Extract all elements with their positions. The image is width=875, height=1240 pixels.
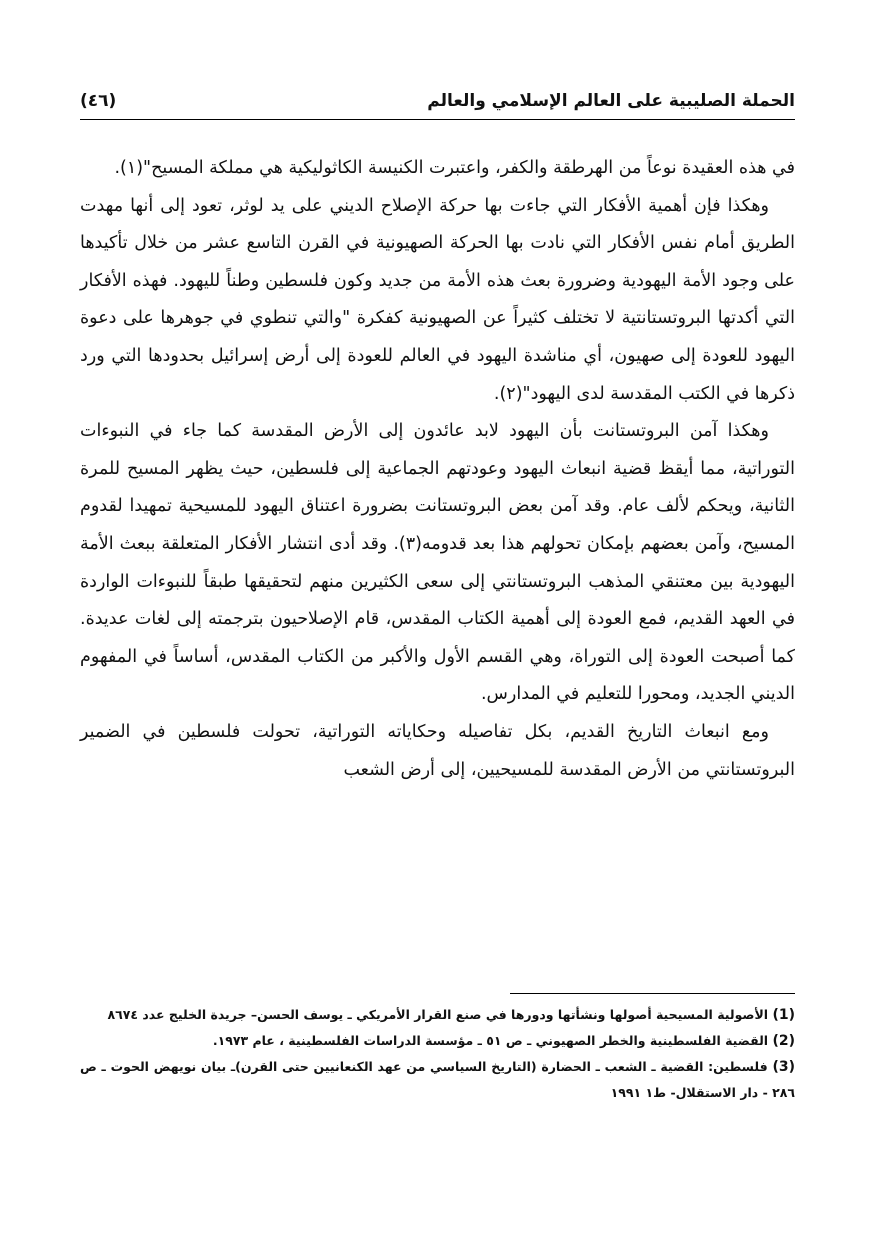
- page-number: (٤٦): [80, 91, 117, 111]
- book-title: الحملة الصليبية على العالم الإسلامي والعالم: [427, 91, 795, 111]
- footnote-divider: [510, 993, 795, 994]
- footnote-number: (3): [772, 1059, 795, 1075]
- paragraph: ومع انبعاث التاريخ القديم، بكل تفاصيله وحكاياته التوراتية، تحولت فلسطين في الضمير البروتستانتي من الأرض المقدسة للمسيحيين، إلى أرض الشعب: [80, 721, 795, 780]
- paragraph: وهكذا آمن البروتستانت بأن اليهود لابد عائدون إلى الأرض المقدسة كما جاء في النبوءات التوراتية، مما أيقظ قضية انبعاث اليهود وعودتهم الجماعية إلى فلسطين، حيث يظهر المسيح للمرة الثانية، ويحكم لألف عام. وقد آمن بعض البروتستانت بضرورة اعتناق اليهود للمسيحية تمهيدا لقدوم المسيح، وآمن بعضهم بإمكان تحولهم هذا بعد قدومه(٣). وقد أدى انتشار الأفكار المتعلقة ببعث الأمة اليهودية بين معتنقي المذهب البروتستانتي إلى سعى الكثيرين منهم لتحقيقها طبقاً للنبوءات الواردة في العهد القديم، فمع العودة إلى أهمية الكتاب المقدس، قام الإصلاحيون بترجمته إلى لغات عديدة. كما أصبحت العودة إلى التوراة، وهي القسم الأول والأكبر من الكتاب المقدس، أساساً في المفهوم الديني الجديد، ومحورا للتعليم في المدارس.: [80, 421, 795, 705]
- footnote-text: القضية الفلسطينية والخطر الصهيوني ـ ص ٥١ ـ مؤسسة الدراسات الفلسطينية ، عام ١٩٧٣.: [212, 1033, 769, 1048]
- footnote: [80, 1002, 795, 1028]
- footnote: [80, 1054, 795, 1106]
- footnote: [80, 1028, 795, 1054]
- footnote-number: (2): [772, 1033, 795, 1049]
- paragraph: وهكذا فإن أهمية الأفكار التي جاءت بها حركة الإصلاح الديني على يد لوثر، تعود إلى أنها مهدت الطريق أمام نفس الأفكار التي نادت بها الحركة الصهيونية في القرن التاسع عشر من خلال تأكيدها على وجود الأمة اليهودية وضرورة بعث هذه الأمة من جديد وكون فلسطين وطناً لليهود. فهذه الأفكار التي أكدتها البروتستانتية لا تختلف كثيراً عن الصهيونية كفكرة "والتي تنطوي في جوهرها على دعوة اليهود للعودة إلى صهيون، أي مناشدة اليهود في العالم للعودة إلى أرض إسرائيل بحدودها التي ورد ذكرها في الكتب المقدسة لدى اليهود"(٢).: [80, 195, 795, 404]
- footnotes: [80, 1002, 795, 1106]
- footnote-number: (1): [772, 1007, 795, 1023]
- running-header: [80, 86, 795, 116]
- footnote-text: فلسطين: القضية ـ الشعب ـ الحضارة (التاريخ السياسي من عهد الكنعانيين حتى القرن)ـ بيان نويهض الحوت ـ ص ٢٨٦ - دار الاستقلال- ط١ ١٩٩١: [80, 1059, 795, 1100]
- header-divider: [80, 119, 795, 120]
- footnote-text: الأصولية المسيحية أصولها ونشأتها ودورها في صنع القرار الأمريكي ـ يوسف الحسن– جريدة الخليج عدد ٨٦٧٤: [107, 1007, 769, 1022]
- body-text: [80, 150, 795, 789]
- paragraph: في هذه العقيدة نوعاً من الهرطقة والكفر، واعتبرت الكنيسة الكاثوليكية هي مملكة المسيح"(١).: [114, 158, 795, 178]
